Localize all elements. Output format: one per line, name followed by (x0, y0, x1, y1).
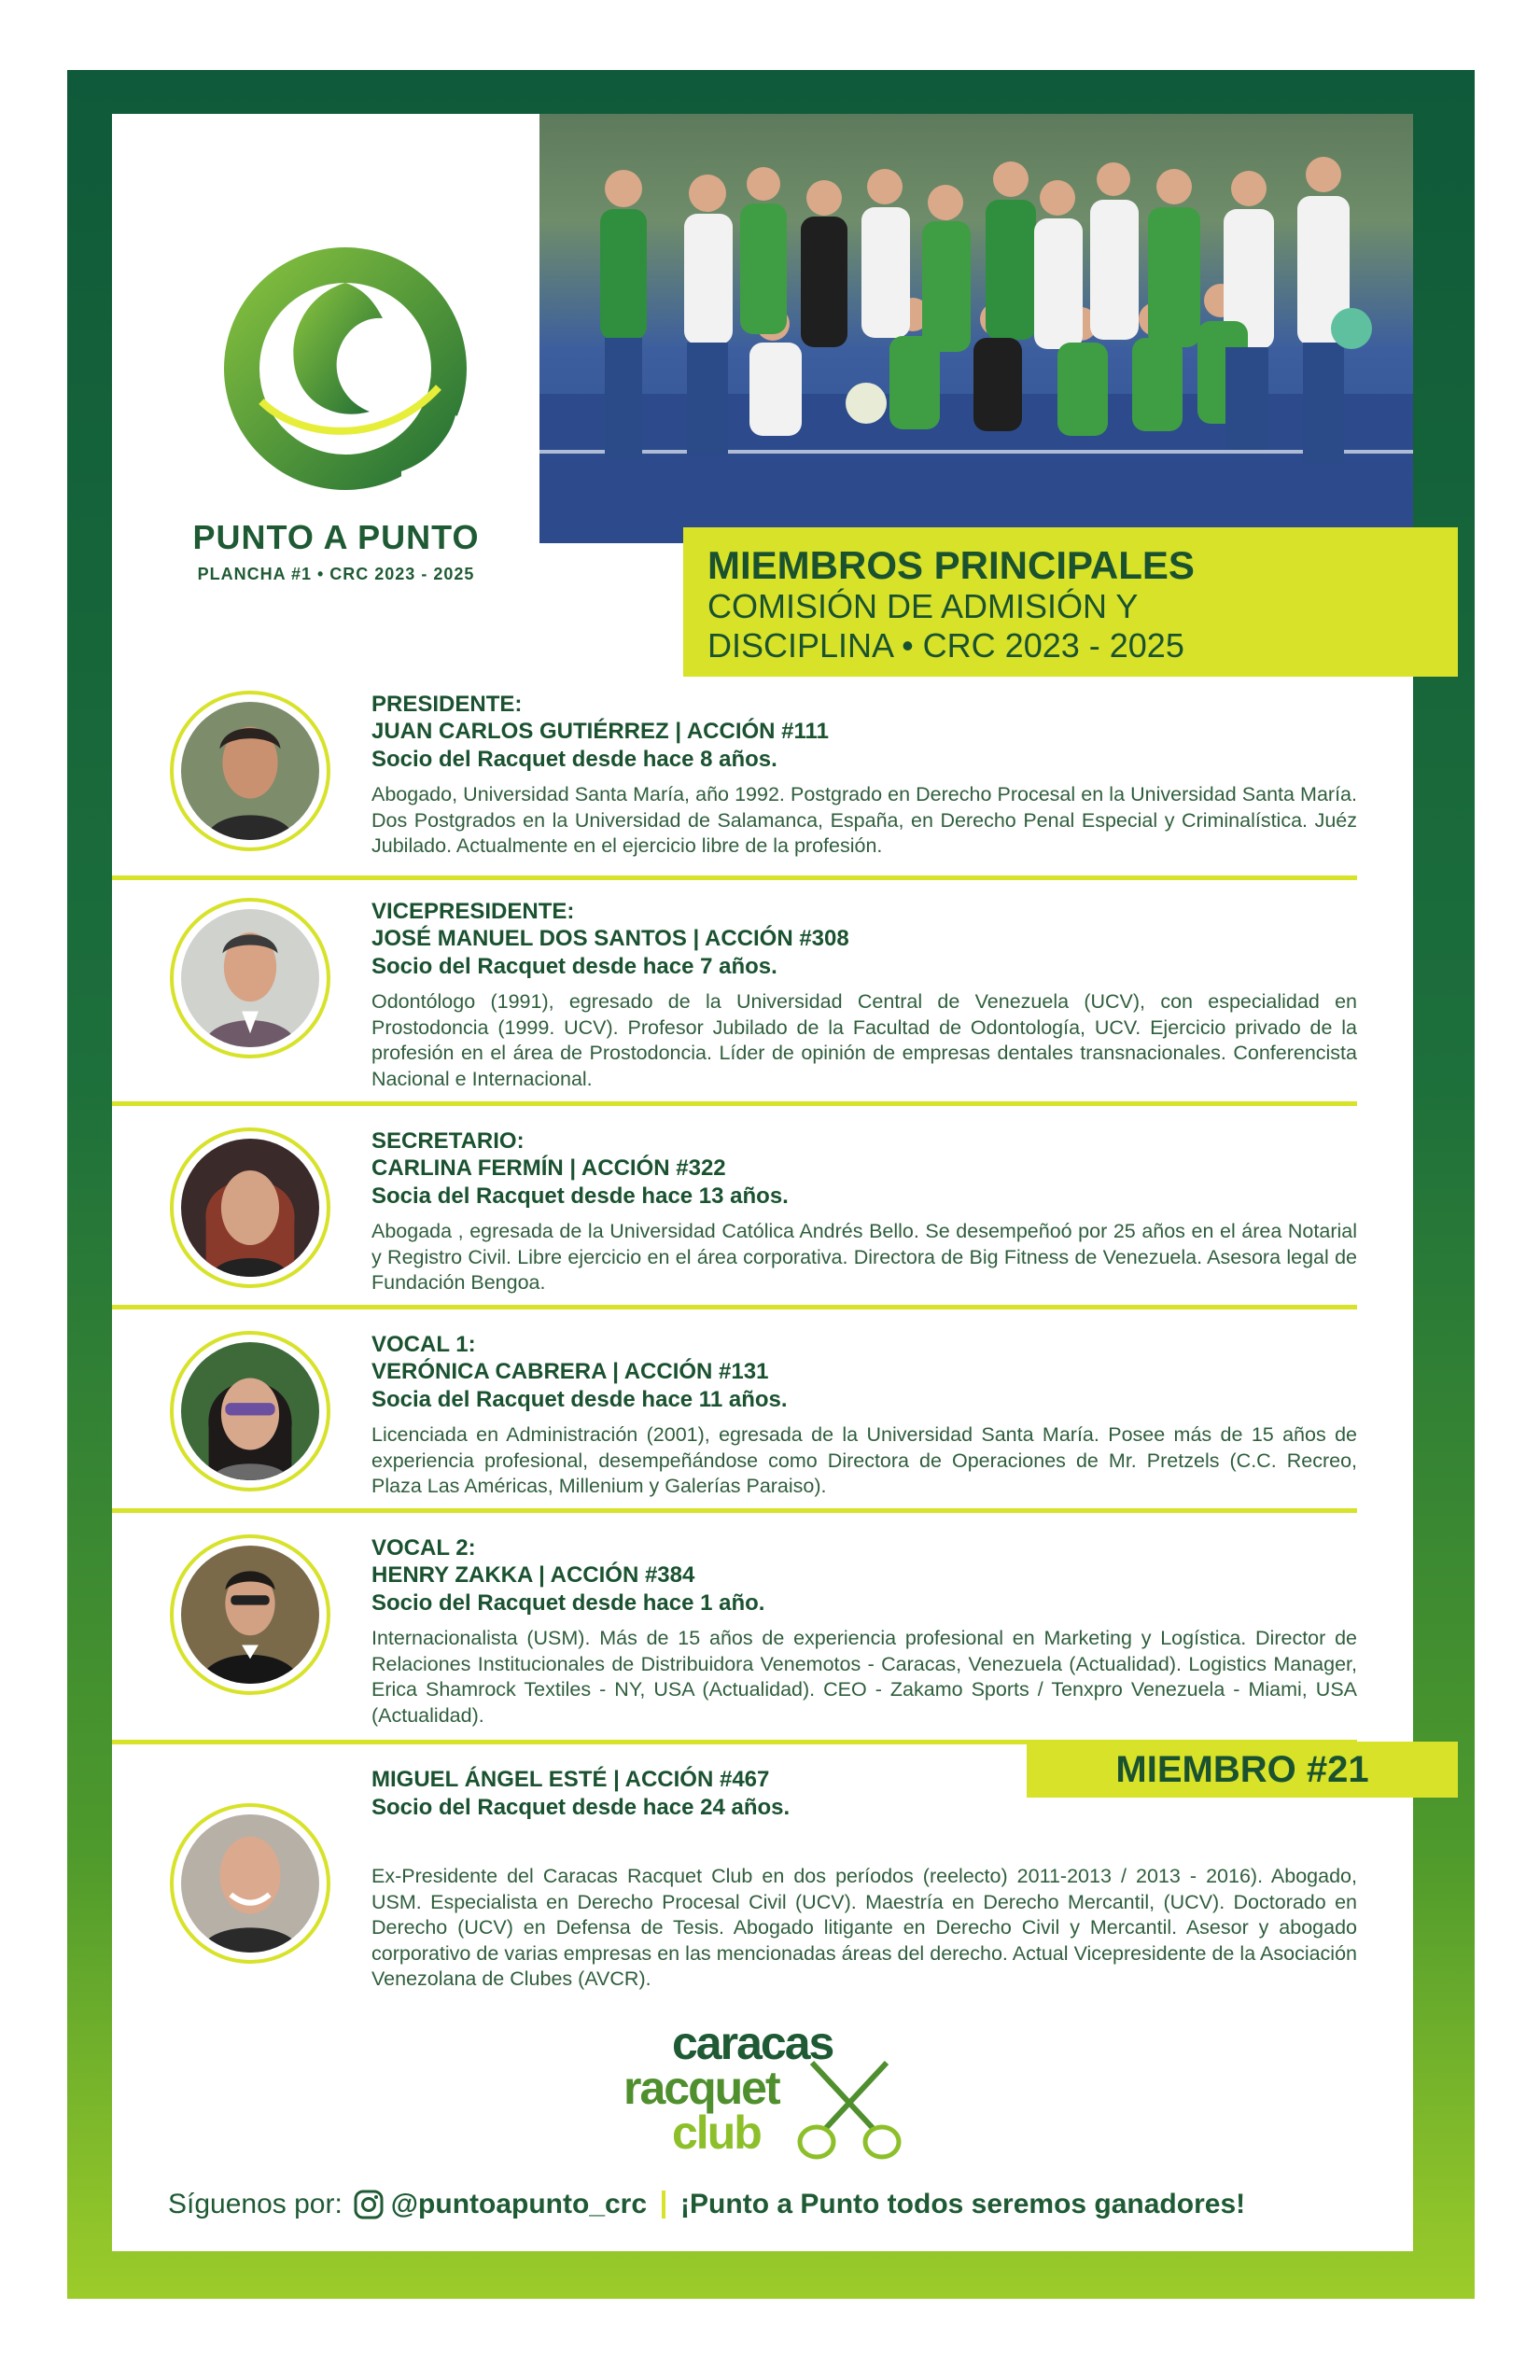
member-role: PRESIDENTE: (371, 692, 523, 717)
portrait-icon (181, 909, 319, 1047)
footer-separator (662, 2191, 665, 2219)
heading-title: MIEMBROS PRINCIPALES (707, 543, 1195, 587)
member-bio: Internacionalista (USM). Más de 15 años de experiencia profesional en Marketing y Logística. Director de Relaciones Institucionales de Distribuidora Venemotos - Caracas, Venezuela (Actualidad). Logistics Manager, Erica Shamrock Textiles - NY, USA (Actualidad). CEO - Zakamo Sports / Tenxpro Venezuela - Miami, USA (Actualidad). (371, 1627, 1357, 1727)
member-bio: Licenciada en Administración (2001), egresada de la Universidad Santa María. Posee más de 15 años de experiencia profesional, desempeñándose como Directora de Operaciones de Mr. Pretzels (C.C. Recreo, Plaza Las Américas, Millenium y Galerías Paraiso). (371, 1423, 1357, 1497)
member-role: VOCAL 2: (371, 1535, 476, 1561)
crossed-rackets-icon (793, 2053, 905, 2165)
member-bio: Abogado, Universidad Santa María, año 1992. Postgrado en Derecho Procesal en la Universidad Santa María. Dos Postgrados en la Universidad de Salamanca, España, en Derecho Penal Especial y Criminalística. Juéz Jubilado. Actualmente en el ejercicio libre de la profesión. (371, 783, 1357, 857)
member-since: Socio del Racquet desde hace 1 año. (371, 1590, 765, 1616)
portrait-icon (181, 1814, 319, 1953)
portrait-icon (181, 1546, 319, 1684)
member-name: JOSÉ MANUEL DOS SANTOS | ACCIÓN #308 (371, 926, 849, 951)
section-heading (683, 527, 1458, 677)
avatar (170, 1127, 330, 1288)
divider (112, 1508, 1357, 1513)
member-since: Socio del Racquet desde hace 7 años. (371, 954, 777, 979)
heading-subtitle-2: DISCIPLINA • CRC 2023 - 2025 (707, 626, 1184, 665)
avatar (170, 1803, 330, 1964)
member-since: Socio del Racquet desde hace 8 años. (371, 747, 777, 772)
member-number-badge: MIEMBRO #21 (1027, 1742, 1458, 1798)
divider (112, 1305, 1357, 1309)
instagram-icon[interactable] (354, 2190, 384, 2219)
club-logo (616, 2016, 924, 2170)
member-name: CARLINA FERMÍN | ACCIÓN #322 (371, 1155, 726, 1181)
group-photo (539, 114, 1413, 543)
member-role: SECRETARIO: (371, 1128, 525, 1154)
portrait-icon (181, 702, 319, 840)
avatar (170, 1331, 330, 1491)
member-bio: Ex-Presidente del Caracas Racquet Club en dos períodos (reelecto) 2011-2013 / 2013 - 2016). Abogado, USM. Especialista en Derecho Procesal Civil (UCV). Maestría en Derecho Mercantil, (UCV). Doctorado en Derecho (UCV) en Defensa de Tesis. Abogado litigante en Derecho Civil y Mercantil. Asesor y abogado corporativo de varias empresas en las mencionadas áreas del derecho. Actual Vicepresidente de la Asociación Venezolana de Clubes (AVCR). (371, 1865, 1357, 1990)
portrait-icon (181, 1139, 319, 1277)
member-name: VERÓNICA CABRERA | ACCIÓN #131 (371, 1359, 769, 1384)
member-role: VOCAL 1: (371, 1332, 476, 1357)
eagle-logo-icon (205, 238, 485, 509)
club-logo-line3: club (672, 2107, 761, 2159)
brand-subtitle: PLANCHA #1 • CRC 2023 - 2025 (197, 565, 475, 583)
member-bio: Abogada , egresada de la Universidad Católica Andrés Bello. Se desempeñoó por 25 años en el área Notarial y Registro Civil. Libre ejercicio en el área corporativa. Directora de Big Fitness de Venezuela. Asesora legal de Fundación Bengoa. (371, 1220, 1357, 1294)
divider (112, 1101, 1357, 1106)
member-name: HENRY ZAKKA | ACCIÓN #384 (371, 1562, 695, 1588)
member-name: MIGUEL ÁNGEL ESTÉ | ACCIÓN #467 (371, 1767, 770, 1792)
avatar (170, 1534, 330, 1695)
club-logo-line2: racquet (623, 2062, 779, 2114)
member-since: Socia del Racquet desde hace 11 años. (371, 1387, 788, 1412)
slogan: ¡Punto a Punto todos seremos ganadores! (680, 2189, 1246, 2219)
member-name: JUAN CARLOS GUTIÉRREZ | ACCIÓN #111 (371, 719, 829, 744)
brand-logo (168, 238, 523, 518)
member-since: Socio del Racquet desde hace 24 años. (371, 1795, 791, 1820)
avatar (170, 898, 330, 1058)
brand-title: PUNTO A PUNTO (192, 518, 480, 556)
member-role: VICEPRESIDENTE: (371, 899, 575, 924)
portrait-icon (181, 1342, 319, 1480)
instagram-handle-link[interactable]: @puntoapunto_crc (390, 2189, 648, 2219)
heading-subtitle-1: COMISIÓN DE ADMISIÓN Y (707, 587, 1139, 625)
club-logo-line1: caracas (672, 2017, 833, 2069)
follow-label: Síguenos por: (168, 2189, 343, 2219)
social-footer (168, 2186, 1245, 2223)
avatar (170, 691, 330, 851)
member-since: Socia del Racquet desde hace 13 años. (371, 1183, 789, 1209)
member-bio: Odontólogo (1991), egresado de la Universidad Central de Venezuela (UCV), con especialidad en Prostodoncia (1999. UCV). Profesor Jubilado de la Facultad de Odontología, UCV. Ejercicio privado de la profesión en el área de Prostodoncia. Líder de opinión de empresas dentales transnacionales. Conferencista Nacional e Internacional. (371, 990, 1357, 1090)
divider (112, 875, 1357, 880)
